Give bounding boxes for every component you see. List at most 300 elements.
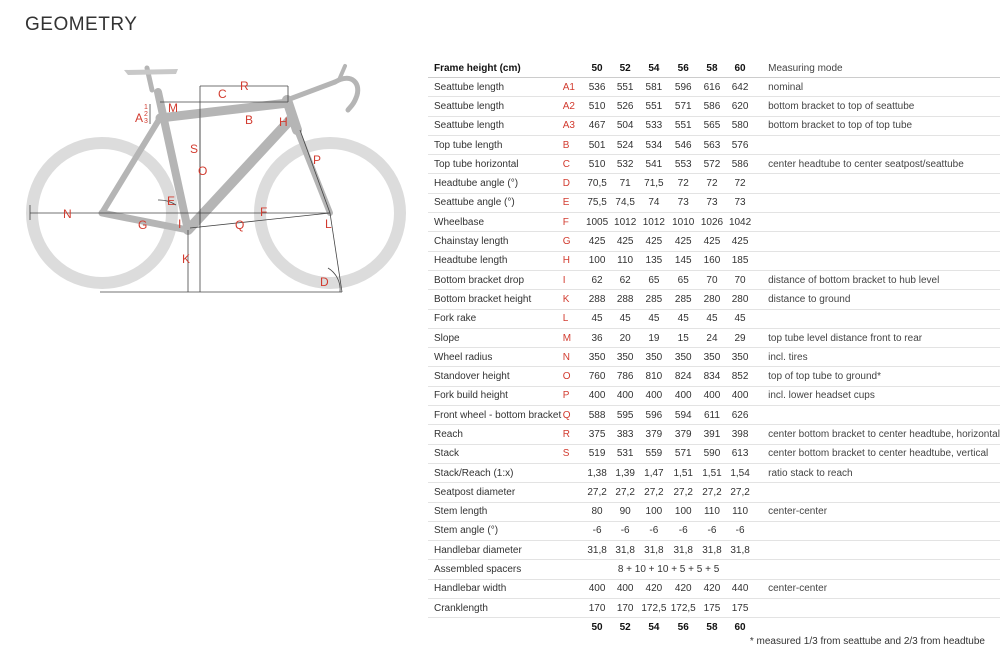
row-value: 425 <box>639 232 668 251</box>
row-label: Bottom bracket drop <box>428 270 563 289</box>
row-desc <box>754 174 1000 193</box>
row-desc <box>754 599 1000 618</box>
row-value: 824 <box>669 367 698 386</box>
row-label: Stack/Reach (1:x) <box>428 463 563 482</box>
label-P: P <box>313 153 322 167</box>
label-C: C <box>218 87 227 101</box>
row-label: Wheel radius <box>428 348 563 367</box>
row-value: 350 <box>611 348 639 367</box>
row-desc: bottom bracket to top of seattube <box>754 97 1000 116</box>
table-row <box>428 116 1000 135</box>
row-value: 350 <box>639 348 668 367</box>
row-value: 611 <box>698 406 726 425</box>
row-value: 285 <box>669 290 698 309</box>
row-value: 110 <box>611 251 639 270</box>
row-label: Stem length <box>428 502 563 521</box>
row-value: 19 <box>639 328 668 347</box>
row-value: 90 <box>611 502 639 521</box>
row-code: Q <box>563 406 583 425</box>
row-merged-value: 8 + 10 + 10 + 5 + 5 + 5 <box>583 560 754 579</box>
row-value: 760 <box>583 367 611 386</box>
row-label: Stem angle (°) <box>428 521 563 540</box>
header-label: Frame height (cm) <box>428 59 563 78</box>
bike-geometry-diagram <box>0 55 420 305</box>
row-value: 65 <box>669 270 698 289</box>
row-code: A3 <box>563 116 583 135</box>
row-value: 31,8 <box>583 541 611 560</box>
row-label: Reach <box>428 425 563 444</box>
row-value: 288 <box>583 290 611 309</box>
row-code: A2 <box>563 97 583 116</box>
row-code: C <box>563 155 583 174</box>
table-row <box>428 599 1000 618</box>
row-value: 580 <box>726 116 754 135</box>
row-value: 100 <box>639 502 668 521</box>
row-code <box>563 502 583 521</box>
row-value: 534 <box>639 135 668 154</box>
row-value: 551 <box>611 78 639 97</box>
header-size: 52 <box>611 59 639 78</box>
table-row <box>428 541 1000 560</box>
row-value: 620 <box>726 97 754 116</box>
row-value: 1012 <box>639 213 668 232</box>
row-value: 467 <box>583 116 611 135</box>
row-code <box>563 521 583 540</box>
row-value: 36 <box>583 328 611 347</box>
row-value: 172,5 <box>669 599 698 618</box>
row-value: 72 <box>726 174 754 193</box>
row-desc <box>754 483 1000 502</box>
row-value: 400 <box>639 386 668 405</box>
row-code: K <box>563 290 583 309</box>
table-row <box>428 328 1000 347</box>
row-value: 531 <box>611 444 639 463</box>
header-size: 54 <box>639 59 668 78</box>
table-row <box>428 444 1000 463</box>
label-E: E <box>167 194 176 208</box>
table-row <box>428 193 1000 212</box>
row-code: P <box>563 386 583 405</box>
row-desc: nominal <box>754 78 1000 97</box>
row-value: 425 <box>611 232 639 251</box>
row-code <box>563 463 583 482</box>
row-desc: incl. lower headset cups <box>754 386 1000 405</box>
row-desc <box>754 541 1000 560</box>
row-value: 170 <box>583 599 611 618</box>
row-value: 65 <box>639 270 668 289</box>
row-value: -6 <box>669 521 698 540</box>
row-label: Handlebar diameter <box>428 541 563 560</box>
row-desc: center bottom bracket to center headtube, vertical <box>754 444 1000 463</box>
row-code: M <box>563 328 583 347</box>
row-label: Seattube length <box>428 78 563 97</box>
row-value: 100 <box>583 251 611 270</box>
row-value: 70 <box>698 270 726 289</box>
label-Q: Q <box>235 218 245 232</box>
row-label: Stack <box>428 444 563 463</box>
row-value: 425 <box>583 232 611 251</box>
label-G: G <box>138 218 148 232</box>
table-row <box>428 425 1000 444</box>
row-value: 420 <box>698 579 726 598</box>
row-value: 571 <box>669 444 698 463</box>
row-value: 572 <box>698 155 726 174</box>
label-A: A <box>135 111 144 125</box>
row-value: 72 <box>698 174 726 193</box>
row-value: 379 <box>639 425 668 444</box>
row-value: 350 <box>669 348 698 367</box>
row-value: 565 <box>698 116 726 135</box>
row-code: R <box>563 425 583 444</box>
row-label: Seattube angle (°) <box>428 193 563 212</box>
table-row <box>428 483 1000 502</box>
row-desc: distance to ground <box>754 290 1000 309</box>
row-value: 501 <box>583 135 611 154</box>
row-value: 280 <box>698 290 726 309</box>
row-value: 541 <box>639 155 668 174</box>
row-value: 29 <box>726 328 754 347</box>
row-value: 62 <box>611 270 639 289</box>
row-value: 31,8 <box>726 541 754 560</box>
footer-label <box>428 618 563 637</box>
row-value: 586 <box>726 155 754 174</box>
row-label: Slope <box>428 328 563 347</box>
row-value: 551 <box>639 97 668 116</box>
row-value: 27,2 <box>639 483 668 502</box>
row-value: 1,51 <box>669 463 698 482</box>
row-desc: distance of bottom bracket to hub level <box>754 270 1000 289</box>
row-code: H <box>563 251 583 270</box>
label-N: N <box>63 207 72 221</box>
row-value: 532 <box>611 155 639 174</box>
row-value: 27,2 <box>669 483 698 502</box>
row-value: 45 <box>726 309 754 328</box>
row-value: 350 <box>698 348 726 367</box>
row-code <box>563 541 583 560</box>
table-row <box>428 290 1000 309</box>
row-value: 27,2 <box>698 483 726 502</box>
table-row <box>428 232 1000 251</box>
row-label: Headtube length <box>428 251 563 270</box>
row-value: 1,51 <box>698 463 726 482</box>
row-value: 375 <box>583 425 611 444</box>
table-header-row <box>428 59 1000 78</box>
row-desc <box>754 521 1000 540</box>
row-value: 75,5 <box>583 193 611 212</box>
row-value: 73 <box>698 193 726 212</box>
row-value: 510 <box>583 97 611 116</box>
row-value: 24 <box>698 328 726 347</box>
table-row <box>428 521 1000 540</box>
table-row <box>428 155 1000 174</box>
footer-size: 60 <box>734 621 746 633</box>
table-row <box>428 502 1000 521</box>
row-code: G <box>563 232 583 251</box>
row-value: 70 <box>726 270 754 289</box>
row-value: 519 <box>583 444 611 463</box>
table-row <box>428 135 1000 154</box>
label-B: B <box>245 113 254 127</box>
row-value: 586 <box>698 97 726 116</box>
row-label: Bottom bracket height <box>428 290 563 309</box>
row-value: 563 <box>698 135 726 154</box>
row-desc <box>754 406 1000 425</box>
header-size: 60 <box>726 59 754 78</box>
row-value: 1012 <box>611 213 639 232</box>
row-value: 588 <box>583 406 611 425</box>
row-value: 1010 <box>669 213 698 232</box>
row-value: 31,8 <box>669 541 698 560</box>
footer-size: 56 <box>677 621 689 633</box>
table-row <box>428 579 1000 598</box>
row-value: 400 <box>669 386 698 405</box>
row-value: 170 <box>611 599 639 618</box>
label-S: S <box>190 142 199 156</box>
row-code <box>563 560 583 579</box>
table-row <box>428 270 1000 289</box>
label-R: R <box>240 79 249 93</box>
row-value: 786 <box>611 367 639 386</box>
row-value: 74 <box>639 193 668 212</box>
row-value: 350 <box>726 348 754 367</box>
row-desc: center bottom bracket to center headtube, horizontal <box>754 425 1000 444</box>
row-value: -6 <box>698 521 726 540</box>
row-value: 613 <box>726 444 754 463</box>
row-value: 31,8 <box>611 541 639 560</box>
row-value: 285 <box>639 290 668 309</box>
row-code: O <box>563 367 583 386</box>
row-value: 100 <box>669 502 698 521</box>
row-value: 581 <box>639 78 668 97</box>
row-desc <box>754 213 1000 232</box>
row-value: 400 <box>611 386 639 405</box>
footer-size: 54 <box>648 621 660 633</box>
table-row <box>428 251 1000 270</box>
row-label: Fork build height <box>428 386 563 405</box>
row-value: 72 <box>669 174 698 193</box>
row-value: 533 <box>639 116 668 135</box>
row-desc <box>754 135 1000 154</box>
row-code <box>563 579 583 598</box>
row-value: 145 <box>669 251 698 270</box>
row-value: 45 <box>639 309 668 328</box>
label-A2: 2 <box>144 111 148 118</box>
row-value: 400 <box>726 386 754 405</box>
row-value: 27,2 <box>583 483 611 502</box>
table-row <box>428 97 1000 116</box>
row-code: S <box>563 444 583 463</box>
row-code: D <box>563 174 583 193</box>
row-label: Top tube length <box>428 135 563 154</box>
footer-desc <box>754 618 1000 637</box>
row-value: -6 <box>583 521 611 540</box>
table-row <box>428 78 1000 97</box>
row-value: 45 <box>698 309 726 328</box>
row-value: 553 <box>669 155 698 174</box>
label-L: L <box>325 217 332 231</box>
label-O: O <box>198 164 208 178</box>
row-value: 73 <box>669 193 698 212</box>
label-A1: 1 <box>144 104 148 111</box>
table-footer-row <box>428 618 1000 637</box>
label-A3: 3 <box>144 118 148 125</box>
row-value: 596 <box>639 406 668 425</box>
row-desc <box>754 193 1000 212</box>
row-value: 1026 <box>698 213 726 232</box>
row-value: 73 <box>726 193 754 212</box>
row-value: 852 <box>726 367 754 386</box>
row-code: N <box>563 348 583 367</box>
row-code: B <box>563 135 583 154</box>
row-value: -6 <box>726 521 754 540</box>
row-label: Standover height <box>428 367 563 386</box>
row-value: 1,39 <box>611 463 639 482</box>
row-label: Wheelbase <box>428 213 563 232</box>
label-K: K <box>182 252 191 266</box>
row-value: 27,2 <box>611 483 639 502</box>
row-value: 350 <box>583 348 611 367</box>
row-label: Seattube length <box>428 116 563 135</box>
row-label: Seattube length <box>428 97 563 116</box>
row-value: 524 <box>611 135 639 154</box>
row-value: 71 <box>611 174 639 193</box>
table-row <box>428 463 1000 482</box>
row-value: 595 <box>611 406 639 425</box>
row-value: 80 <box>583 502 611 521</box>
row-value: 510 <box>583 155 611 174</box>
row-value: 15 <box>669 328 698 347</box>
row-value: 45 <box>583 309 611 328</box>
row-value: 185 <box>726 251 754 270</box>
row-desc <box>754 309 1000 328</box>
table-row <box>428 213 1000 232</box>
page-title: GEOMETRY <box>25 14 138 35</box>
row-code: F <box>563 213 583 232</box>
row-value: 594 <box>669 406 698 425</box>
row-desc <box>754 232 1000 251</box>
row-label: Top tube horizontal <box>428 155 563 174</box>
row-value: 160 <box>698 251 726 270</box>
row-label: Headtube angle (°) <box>428 174 563 193</box>
label-H: H <box>279 115 288 129</box>
row-code: A1 <box>563 78 583 97</box>
row-desc: ratio stack to reach <box>754 463 1000 482</box>
footer-size: 58 <box>706 621 718 633</box>
row-value: 20 <box>611 328 639 347</box>
row-desc <box>754 251 1000 270</box>
row-value: 834 <box>698 367 726 386</box>
header-size: 50 <box>583 59 611 78</box>
header-code <box>563 59 583 78</box>
row-label: Front wheel - bottom bracket <box>428 406 563 425</box>
row-value: 175 <box>698 599 726 618</box>
row-value: 571 <box>669 97 698 116</box>
row-value: 62 <box>583 270 611 289</box>
row-label: Fork rake <box>428 309 563 328</box>
row-value: 31,8 <box>639 541 668 560</box>
footer-size: 50 <box>591 621 603 633</box>
row-value: 626 <box>726 406 754 425</box>
row-value: 425 <box>669 232 698 251</box>
row-label: Handlebar width <box>428 579 563 598</box>
row-value: 425 <box>726 232 754 251</box>
row-value: 383 <box>611 425 639 444</box>
row-desc: incl. tires <box>754 348 1000 367</box>
row-value: 400 <box>698 386 726 405</box>
row-code <box>563 599 583 618</box>
header-size: 56 <box>669 59 698 78</box>
row-value: -6 <box>639 521 668 540</box>
row-label: Cranklength <box>428 599 563 618</box>
header-desc: Measuring mode <box>754 59 1000 78</box>
row-value: 45 <box>611 309 639 328</box>
label-D: D <box>320 275 329 289</box>
row-label: Seatpost diameter <box>428 483 563 502</box>
row-value: 576 <box>726 135 754 154</box>
row-desc <box>754 560 1000 579</box>
table-row <box>428 406 1000 425</box>
table-row <box>428 309 1000 328</box>
row-desc: bottom bracket to top of top tube <box>754 116 1000 135</box>
row-value: 110 <box>726 502 754 521</box>
row-value: 526 <box>611 97 639 116</box>
row-label: Assembled spacers <box>428 560 563 579</box>
row-code: I <box>563 270 583 289</box>
row-value: 288 <box>611 290 639 309</box>
row-value: 504 <box>611 116 639 135</box>
row-value: 1005 <box>583 213 611 232</box>
label-I: I <box>178 217 182 231</box>
row-value: 536 <box>583 78 611 97</box>
row-value: 400 <box>611 579 639 598</box>
row-value: 551 <box>669 116 698 135</box>
row-desc: top tube level distance front to rear <box>754 328 1000 347</box>
row-value: 172,5 <box>639 599 668 618</box>
table-row <box>428 560 1000 579</box>
row-value: 546 <box>669 135 698 154</box>
row-desc: center-center <box>754 579 1000 598</box>
row-desc: top of top tube to ground* <box>754 367 1000 386</box>
row-value: 110 <box>698 502 726 521</box>
row-value: 590 <box>698 444 726 463</box>
row-code <box>563 483 583 502</box>
geometry-table <box>428 59 1000 637</box>
table-row <box>428 386 1000 405</box>
row-value: 420 <box>669 579 698 598</box>
row-value: -6 <box>611 521 639 540</box>
row-value: 400 <box>583 579 611 598</box>
row-value: 70,5 <box>583 174 611 193</box>
row-value: 391 <box>698 425 726 444</box>
row-value: 642 <box>726 78 754 97</box>
row-value: 379 <box>669 425 698 444</box>
header-size: 58 <box>698 59 726 78</box>
footer-size: 52 <box>619 621 631 633</box>
row-label: Chainstay length <box>428 232 563 251</box>
row-value: 45 <box>669 309 698 328</box>
row-value: 398 <box>726 425 754 444</box>
row-value: 425 <box>698 232 726 251</box>
row-value: 135 <box>639 251 668 270</box>
row-value: 1042 <box>726 213 754 232</box>
row-desc: center-center <box>754 502 1000 521</box>
row-value: 616 <box>698 78 726 97</box>
row-value: 27,2 <box>726 483 754 502</box>
row-value: 400 <box>583 386 611 405</box>
footer-code <box>563 618 583 637</box>
row-value: 1,47 <box>639 463 668 482</box>
label-M: M <box>168 101 178 115</box>
